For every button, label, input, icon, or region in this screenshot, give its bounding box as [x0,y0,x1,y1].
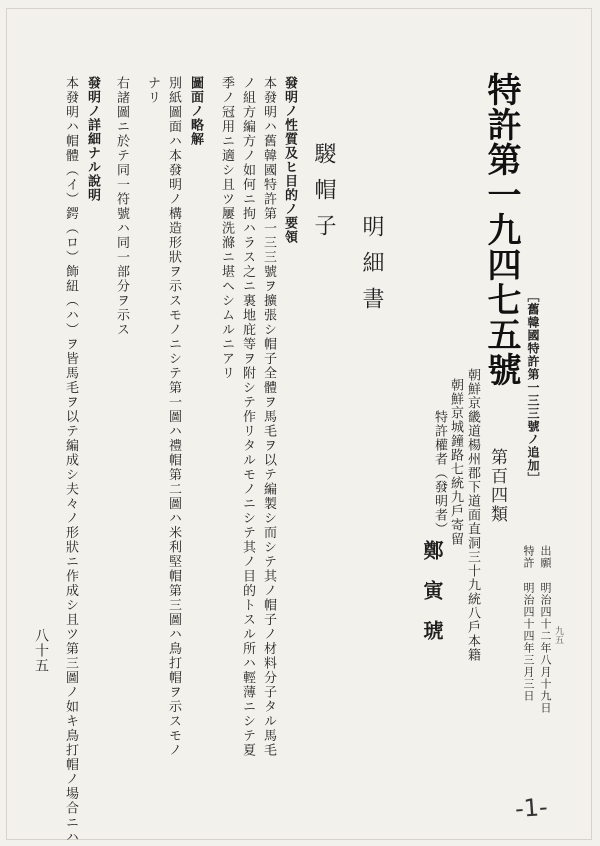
page-number: 八十五 [33,628,49,673]
body-line: 本發明ハ舊韓國特許第一三三號ヲ擴張シ帽子全體ヲ馬毛ヲ以テ編製シ而シテ其ノ帽子ノ材料分子タル馬毛 [261,76,276,758]
patent-title: 特許第一九四七五號 [481,72,521,387]
section-header-drawings: 圖面ノ略解 [188,76,203,146]
article-name: 騣帽子 [311,142,336,250]
body-line: 季ノ冠用ニ適シ且ツ屢洗滌ニ堪ヘシムルニアリ [219,76,234,381]
section-header-nature: 發明ノ性質及ヒ目的ノ要領 [282,76,297,244]
classification: 第百四類 [487,448,507,524]
body-line: ナリ [145,76,160,105]
registrant-role: 特許權者（發明者） [432,410,447,536]
document-heading: 明細書 [359,215,384,323]
body-line: 本發明ハ帽體（イ）鍔（ロ）飾紐（ハ）ヲ皆馬毛ヲ以テ編成シ夫々ノ形狀ニ作成シ且ツ第三圖ノ如キ鳥打帽ノ場合ニハ [63,76,78,845]
registrant-name: 鄭 寅 琥 [420,540,444,640]
body-line: 別紙圖面ハ本發明ノ構造形狀ヲ示スモノニシテ第一圖ハ禮帽第二圖ハ米利堅帽第三圖ハ鳥打帽ヲ示スモノ [166,76,181,758]
application-label: 出願 [539,545,552,569]
section-header-details: 發明ノ詳細ナル說明 [85,76,100,202]
registrant-address-2: 朝鮮京城鐘路七統九戶寄留 [448,378,463,546]
body-line: ノ組方編方ノ如何ニ拘ハラス之ニ裏地庇等ヲ附シテ作リタルモノニシテ其ノ目的トスル所ハ輕薄ニシテ夏 [240,76,255,758]
patent-label: 特許 [522,545,535,569]
patent-subtitle: ［舊韓國特許第一三三號ノ追加］ [526,290,540,485]
patent-date: 明治四十四年三月三日 [522,582,535,702]
margin-note: 九五 [553,626,563,644]
application-date: 明治四十二年八月十九日 [539,582,552,714]
pencil-mark: -1- [514,792,549,824]
registrant-address-1: 朝鮮京畿道楊州郡下道面直洞三十九統八戶本籍 [465,368,480,662]
body-line: 右諸圖ニ於テ同一符號ハ同一部分ヲ示ス [114,76,129,337]
